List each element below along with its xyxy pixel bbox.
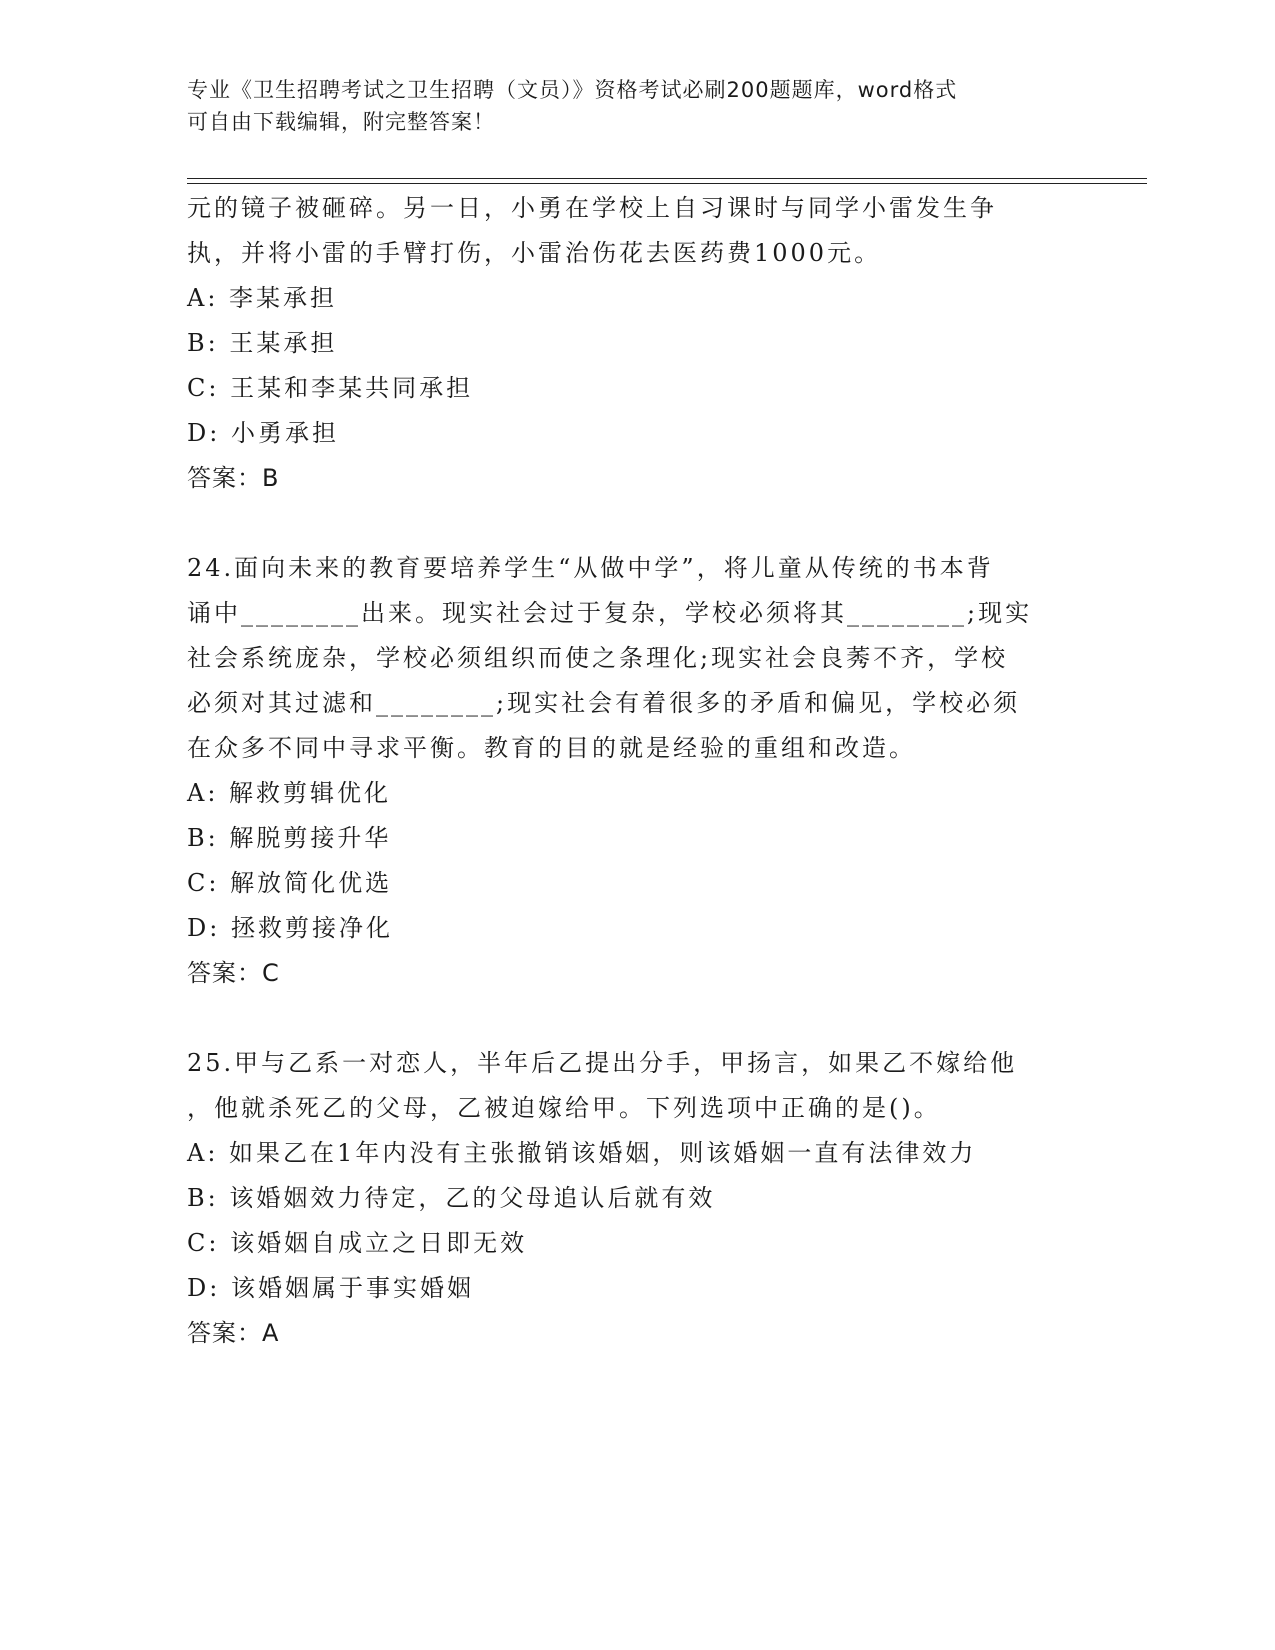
option-b: B: 王某承担 [187, 329, 338, 357]
option-a: A: 如果乙在1年内没有主张撤销该婚姻，则该婚姻一直有法律效力 [187, 1139, 977, 1167]
option-c: C: 该婚姻自成立之日即无效 [187, 1229, 528, 1257]
question-stem-line: 元的镜子被砸碎。另一日，小勇在学校上自习课时与同学小雷发生争 [187, 194, 997, 222]
answer-line: 答案：A [187, 1319, 280, 1347]
answer-line: 答案：B [187, 464, 280, 492]
question-stem-line: 24.面向未来的教育要培养学生“从做中学”，将儿童从传统的书本背 [187, 554, 994, 582]
question-stem-line: 社会系统庞杂，学校必须组织而使之条理化;现实社会良莠不齐，学校 [187, 644, 1009, 672]
option-d: D: 该婚姻属于事实婚姻 [187, 1274, 474, 1302]
document-body [187, 186, 1087, 1356]
question-23 [187, 186, 1087, 501]
header-divider-bottom [187, 183, 1147, 184]
question-stem-line: ，他就杀死乙的父母，乙被迫嫁给甲。下列选项中正确的是()。 [187, 1094, 941, 1122]
option-c: C: 解放简化优选 [187, 869, 393, 897]
question-spacer [187, 996, 1087, 1041]
option-b: B: 解脱剪接升华 [187, 824, 392, 852]
header-line-2: 可自由下载编辑，附完整答案！ [187, 110, 495, 134]
question-stem-line: 在众多不同中寻求平衡。教育的目的就是经验的重组和改造。 [187, 734, 916, 762]
answer-line: 答案：C [187, 959, 280, 987]
option-b: B: 该婚姻效力待定，乙的父母追认后就有效 [187, 1184, 716, 1212]
question-stem-line: 诵中________出来。现实社会过于复杂，学校必须将其________;现实 [187, 599, 1033, 627]
question-spacer [187, 501, 1087, 546]
page-header [187, 74, 1087, 138]
header-line-1: 专业《卫生招聘考试之卫生招聘（文员）》资格考试必刷200题题库，word格式 [187, 78, 958, 102]
header-divider-top [187, 178, 1147, 179]
option-a: A: 解救剪辑优化 [187, 779, 392, 807]
question-24 [187, 546, 1087, 996]
question-stem-line: 必须对其过滤和________;现实社会有着很多的矛盾和偏见，学校必须 [187, 689, 1021, 717]
option-d: D: 小勇承担 [187, 419, 339, 447]
option-c: C: 王某和李某共同承担 [187, 374, 474, 402]
question-25 [187, 1041, 1087, 1356]
option-a: A: 李某承担 [187, 284, 338, 312]
option-d: D: 拯救剪接净化 [187, 914, 393, 942]
question-stem-line: 执，并将小雷的手臂打伤，小雷治伤花去医药费1000元。 [187, 239, 882, 267]
question-stem-line: 25.甲与乙系一对恋人，半年后乙提出分手，甲扬言，如果乙不嫁给他 [187, 1049, 1018, 1077]
